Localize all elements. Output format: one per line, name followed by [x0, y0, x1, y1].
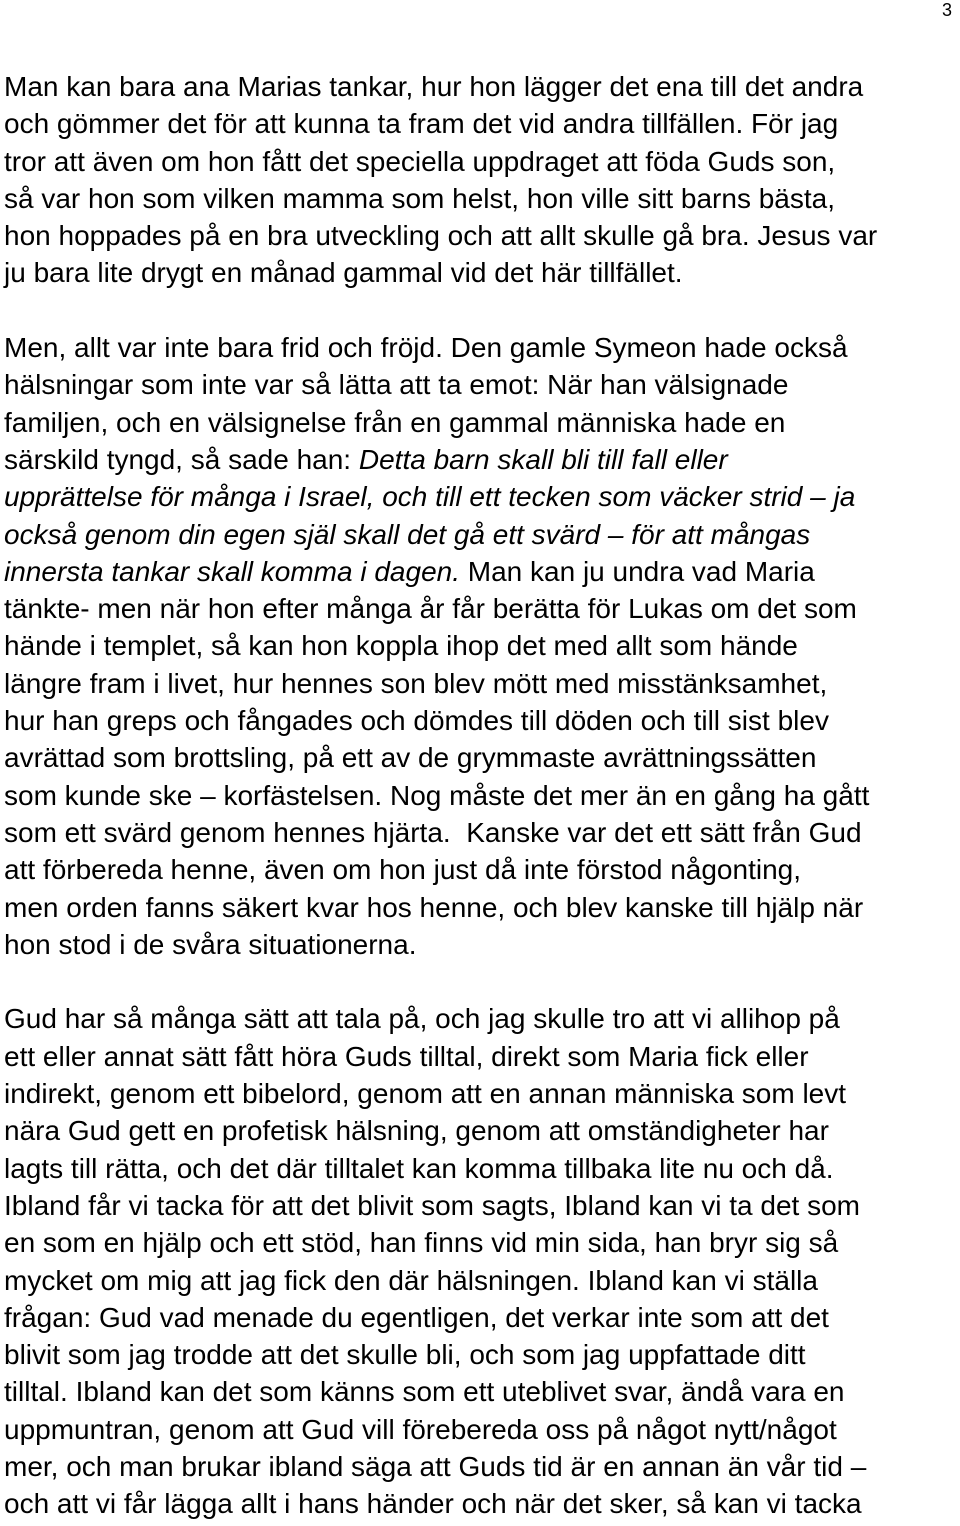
- italic-quote: Detta barn skall bli till fall eller: [358, 443, 728, 475]
- text-line: hon stod i de svåra situationerna.: [4, 928, 417, 960]
- text-line: blivit som jag trodde att det skulle bli, och som jag uppfattade ditt: [4, 1339, 806, 1371]
- text-line: en som en hjälp och ett stöd, han finns vid min sida, han bryr sig så: [4, 1227, 839, 1259]
- text-line: lagts till rätta, och det där tilltalet kan komma tillbaka lite nu och då.: [4, 1152, 834, 1184]
- text-line: Men, allt var inte bara frid och fröjd. Den gamle Symeon hade också: [4, 332, 848, 364]
- text-line: hur han greps och fångades och dömdes till döden och till sist blev: [4, 705, 829, 737]
- text-line: tror att även om hon fått det speciella uppdraget att föda Guds son,: [4, 145, 836, 177]
- text-line: nära Gud gett en profetisk hälsning, genom att omständigheter har: [4, 1115, 829, 1147]
- italic-quote: innersta tankar skall komma i dagen.: [4, 555, 460, 587]
- text-line: och gömmer det för att kunna ta fram det vid andra tillfällen. För jag: [4, 108, 839, 140]
- text-line: [4, 441, 954, 478]
- italic-quote: också genom din egen själ skall det gå ett svärd – för att mångas: [4, 518, 811, 550]
- text-segment: särskild tyngd, så sade han:: [4, 443, 359, 475]
- text-line: tänkte- men när hon efter många år får berätta för Lukas om det som: [4, 593, 857, 625]
- text-line: [4, 553, 954, 590]
- text-line: längre fram i livet, hur hennes son blev mött med misstänksamhet,: [4, 667, 828, 699]
- text-line: som kunde ske – korfästelsen. Nog måste det mer än en gång ha gått: [4, 779, 870, 811]
- body-text: [4, 68, 954, 1523]
- text-line: mycket om mig att jag fick den där hälsningen. Ibland kan vi ställa: [4, 1264, 818, 1296]
- text-line: hälsningar som inte var så lätta att ta emot: När han välsignade: [4, 369, 789, 401]
- text-line: familjen, och en välsignelse från en gammal människa hade en: [4, 406, 786, 438]
- text-line: frågan: Gud vad menade du egentligen, det verkar inte som att det: [4, 1301, 829, 1333]
- text-line: hon hoppades på en bra utveckling och att allt skulle gå bra. Jesus var: [4, 220, 878, 252]
- text-line: [4, 516, 954, 553]
- text-line: [4, 478, 954, 515]
- text-line: avrättad som brottsling, på ett av de grymmaste avrättningssätten: [4, 742, 817, 774]
- paragraph: [4, 68, 954, 292]
- text-line: Gud har så många sätt att tala på, och jag skulle tro att vi allihop på: [4, 1003, 840, 1035]
- text-line: Ibland får vi tacka för att det blivit som sagts, Ibland kan vi ta det som: [4, 1189, 860, 1221]
- paragraph: [4, 329, 954, 963]
- text-line: hände i templet, så kan hon koppla ihop det med allt som hände: [4, 630, 798, 662]
- text-line: men orden fanns säkert kvar hos henne, och blev kanske till hjälp när: [4, 891, 864, 923]
- page-number: 3: [941, 0, 952, 20]
- italic-quote: upprättelse för många i Israel, och till ett tecken som väcker strid – ja: [4, 481, 856, 513]
- text-segment: Man kan ju undra vad Maria: [460, 555, 815, 587]
- text-line: tilltal. Ibland kan det som känns som ett uteblivet svar, ändå vara en: [4, 1376, 845, 1408]
- text-line: som ett svärd genom hennes hjärta. Kanske var det ett sätt från Gud: [4, 816, 862, 848]
- text-line: och att vi får lägga allt i hans händer och när det sker, så kan vi tacka: [4, 1488, 862, 1520]
- text-line: så var hon som vilken mamma som helst, hon ville sitt barns bästa,: [4, 182, 836, 214]
- text-line: mer, och man brukar ibland säga att Guds tid är en annan än vår tid –: [4, 1450, 867, 1482]
- paragraph: [4, 1000, 954, 1522]
- text-line: Man kan bara ana Marias tankar, hur hon lägger det ena till det andra: [4, 71, 864, 102]
- text-line: att förbereda henne, även om hon just då inte förstod någonting,: [4, 854, 802, 886]
- text-line: ju bara lite drygt en månad gammal vid det här tillfället.: [4, 257, 683, 289]
- text-line: uppmuntran, genom att Gud vill förebereda oss på något nytt/något: [4, 1413, 837, 1445]
- text-line: indirekt, genom ett bibelord, genom att en annan människa som levt: [4, 1078, 847, 1110]
- text-line: ett eller annat sätt fått höra Guds tilltal, direkt som Maria fick eller: [4, 1040, 809, 1072]
